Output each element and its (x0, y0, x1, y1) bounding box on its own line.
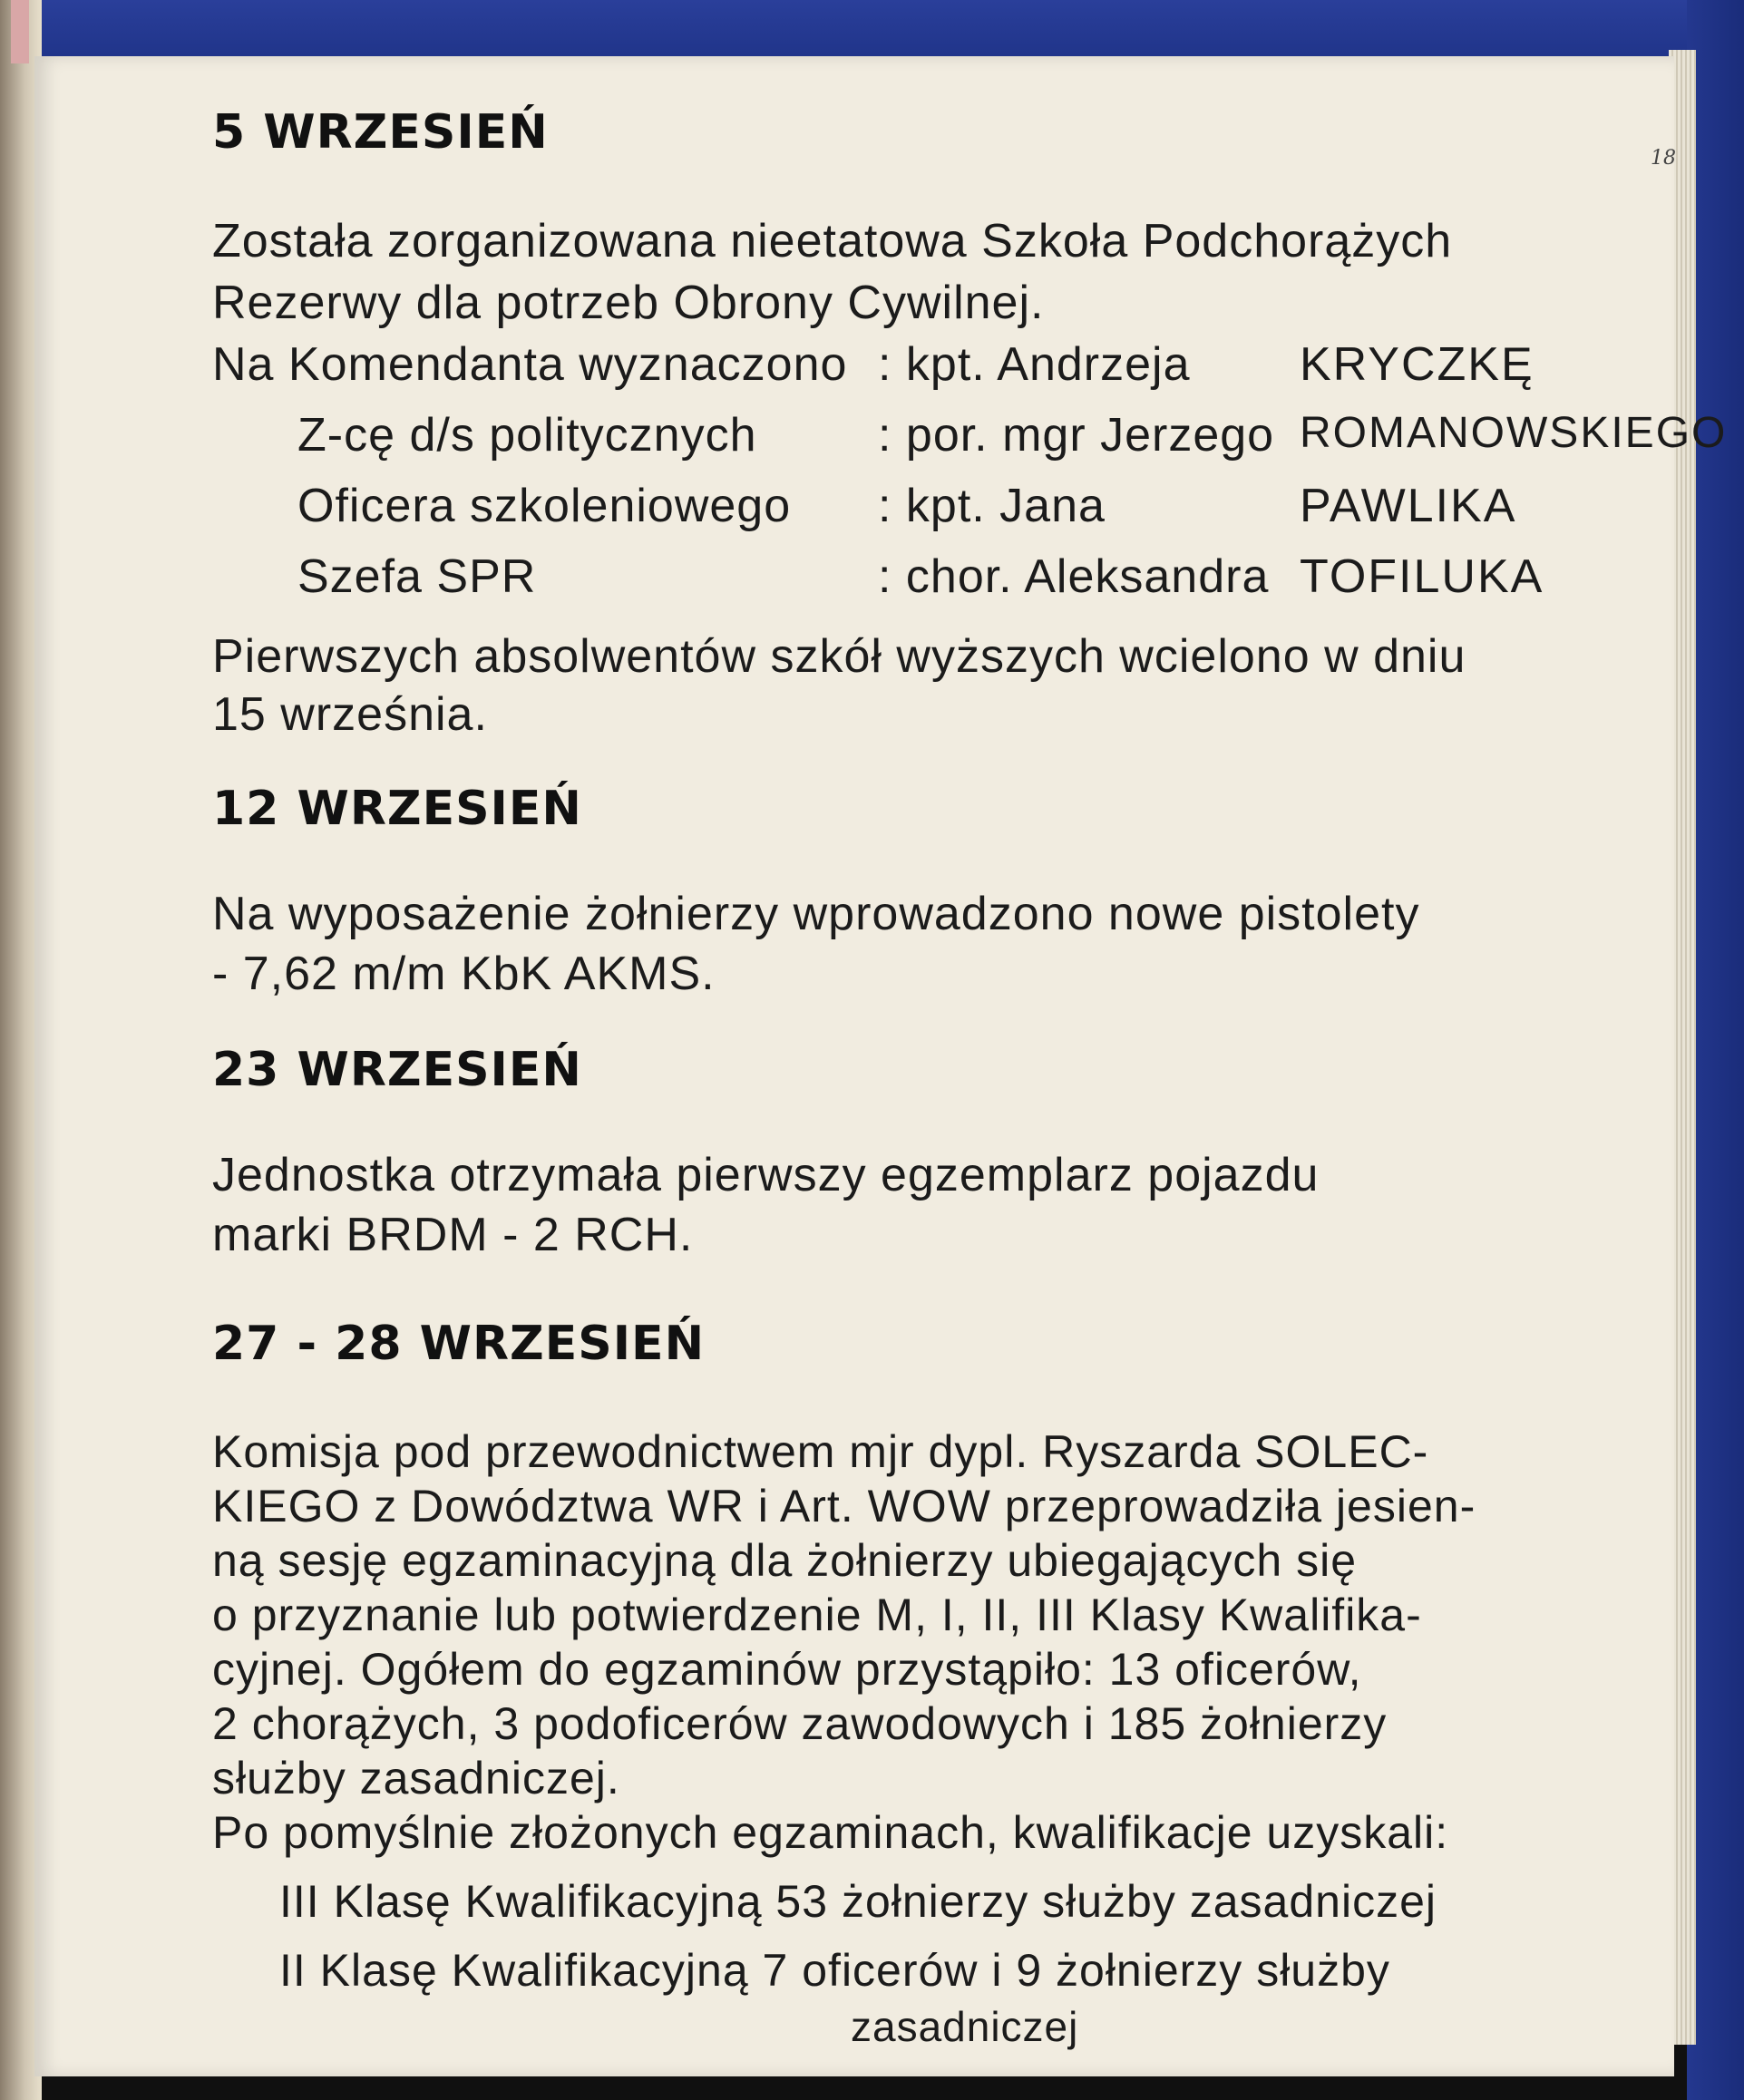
role-name: KRYCZKĘ (1300, 338, 1535, 391)
section-heading-23-wrzesien: 23 WRZESIEŃ (212, 1043, 582, 1097)
text-line: - 7,62 m/m KbK AKMS. (212, 948, 716, 1000)
text-line: Rezerwy dla potrzeb Obrony Cywilnej. (212, 277, 1045, 329)
text-line: KIEGO z Dowództwa WR i Art. WOW przeprowadziła jesien- (212, 1481, 1476, 1531)
role-label: Oficera szkoleniowego (297, 480, 792, 532)
role-rank: : kpt. Andrzeja (878, 338, 1191, 391)
page-number: 18 (1651, 147, 1676, 170)
text-line: III Klasę Kwalifikacyjną 53 żołnierzy służby zasadniczej (279, 1876, 1437, 1927)
text-line: o przyznanie lub potwierdzenie M, I, II, III Klasy Kwalifika- (212, 1590, 1422, 1640)
text-line: ną sesję egzaminacyjną dla żołnierzy ubiegających się (212, 1535, 1358, 1586)
role-rank: : por. mgr Jerzego (878, 409, 1275, 462)
role-rank: : kpt. Jana (878, 480, 1106, 532)
role-name: TOFILUKA (1300, 550, 1544, 603)
role-label: Na Komendanta wyznaczono (212, 338, 848, 391)
section-heading-12-wrzesien: 12 WRZESIEŃ (212, 782, 582, 836)
notebook-page (34, 56, 1728, 2076)
text-line: 15 września. (212, 688, 488, 741)
text-line: II Klasę Kwalifikacyjną 7 oficerów i 9 żołnierzy służby (279, 1945, 1390, 1996)
text-line: Komisja pod przewodnictwem mjr dypl. Ryszarda SOLEC- (212, 1426, 1429, 1477)
role-label: Z-cę d/s politycznych (297, 409, 757, 462)
role-name: PAWLIKA (1300, 480, 1517, 532)
text-line: Pierwszych absolwentów szkół wyższych wcielono w dniu (212, 630, 1466, 683)
role-label: Szefa SPR (297, 550, 537, 603)
role-rank: : chor. Aleksandra (878, 550, 1270, 603)
text-line: Została zorganizowana nieetatowa Szkoła Podchorążych (212, 215, 1453, 267)
section-heading-5-wrzesien: 5 WRZESIEŃ (212, 105, 549, 160)
text-line: 2 chorążych, 3 podoficerów zawodowych i 185 żołnierzy (212, 1698, 1388, 1749)
section-heading-27-28-wrzesien: 27 - 28 WRZESIEŃ (212, 1317, 706, 1371)
spine-tab (11, 0, 29, 63)
text-line: cyjnej. Ogółem do egzaminów przystąpiło: 13 oficerów, (212, 1644, 1362, 1695)
text-line: służby zasadniczej. (212, 1753, 620, 1803)
text-line: zasadniczej (851, 2003, 1079, 2050)
text-line: marki BRDM - 2 RCH. (212, 1209, 694, 1261)
text-line: Na wyposażenie żołnierzy wprowadzono nowe pistolety (212, 888, 1420, 940)
text-line: Jednostka otrzymała pierwszy egzemplarz pojazdu (212, 1149, 1320, 1201)
book-cover-top (27, 0, 1744, 63)
role-name: ROMANOWSKIEGO (1300, 409, 1728, 457)
text-line: Po pomyślnie złożonych egzaminach, kwalifikacje uzyskali: (212, 1807, 1449, 1858)
